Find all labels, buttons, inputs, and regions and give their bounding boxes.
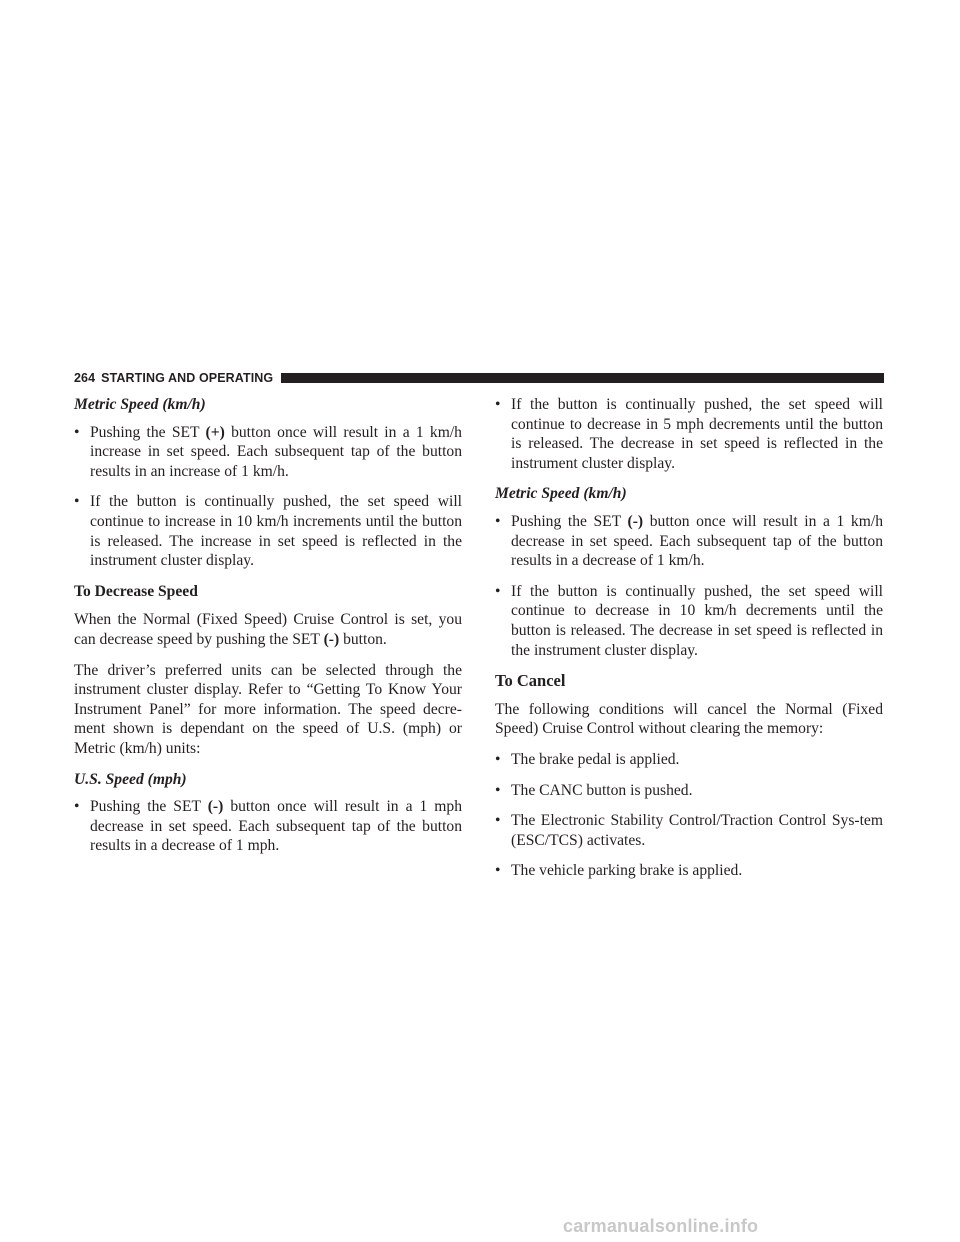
bullet-text: If the button is continually pushed, the set speed will continue to increase in 10 km/h increments until the button is released. The increase in set speed is reflected in the instrument cluster display. [90,493,462,570]
units-paragraph: The driver’s preferred units can be selected through the instrument cluster display. Refer to “Getting To Know Your Instrument Panel” for more information. The speed decre-ment shown is dependant on the speed of U.S. (mph) or Metric (km/h) units: [74,661,462,757]
list-item [74,797,462,856]
cancel-heading: To Cancel [495,671,566,691]
bullet-text: button once will result in a 1 km/h increase in set speed. Each subsequent tap of the button results in an increase of 1 km/h. [90,423,462,480]
header-rule [281,373,884,383]
bullet-text: If the button is continually pushed, the set speed will continue to decrease in 10 km/h decrements until the button is released. The decrease in set speed is reflected in the instrument cluster display. [511,582,883,659]
bullet-text: If the button is continually pushed, the set speed will continue to decrease in 5 mph decrements until the button is released. The decrease in set speed is reflected in the instrument cluster display. [511,396,883,472]
bullet-text: The CANC button is pushed. [511,781,693,799]
cancel-paragraph: The following conditions will cancel the Normal (Fixed Speed) Cruise Control without clearing the memory: [495,700,883,738]
list-item [495,861,883,881]
list-item [495,395,883,473]
bullet-text: Pushing the SET [511,512,628,530]
bullet-icon: • [495,862,501,880]
decrease-intro-paragraph: When the Normal (Fixed Speed) Cruise Control is set, you can decrease speed by pushing the SET (-) button. [74,611,462,648]
bullet-text: The Electronic Stability Control/Traction Control Sys-tem (ESC/TCS) activates. [511,812,883,849]
bullet-icon: • [74,493,80,511]
list-item [74,423,462,482]
us-speed-subhead: U.S. Speed (mph) [74,770,187,788]
set-minus-label: (-) [323,630,340,648]
bullet-icon: • [495,396,501,413]
bullet-icon: • [495,750,501,768]
set-plus-label: (+) [205,423,225,441]
list-item [495,750,883,770]
bullet-text: The vehicle parking brake is applied. [511,862,743,880]
bullet-icon: • [495,582,501,600]
set-minus-label: (-) [627,512,644,530]
bullet-icon: • [495,781,501,799]
bullet-text: button once will result in a 1 km/h decrease in set speed. Each subsequent tap of the button results in a decrease of 1 km/h. [511,512,883,570]
list-item [74,492,462,570]
metric-speed-subhead: Metric Speed (km/h) [495,485,627,503]
left-column [74,395,462,867]
list-item [495,811,883,850]
right-column [495,395,883,892]
page-header [74,370,884,386]
list-item [495,582,883,660]
set-minus-label: (-) [207,798,224,816]
bullet-text: The brake pedal is applied. [511,750,680,768]
bullet-text: Pushing the SET [90,798,208,816]
bullet-icon: • [74,798,80,816]
list-item [495,512,883,571]
watermark: carmanualsonline.info [563,1216,759,1236]
page-number: 264 [74,371,96,385]
metric-speed-subhead: Metric Speed (km/h) [74,396,206,413]
decrease-speed-heading: To Decrease Speed [74,582,198,600]
bullet-icon: • [495,512,501,530]
list-item [495,781,883,801]
bullet-icon: • [495,812,501,830]
bullet-text: Pushing the SET [90,423,206,441]
bullet-text: button once will result in a 1 mph decrease in set speed. Each subsequent tap of the button results in a decrease of 1 mph. [90,798,463,855]
section-title: STARTING AND OPERATING [101,371,274,385]
bullet-icon: • [74,423,80,441]
